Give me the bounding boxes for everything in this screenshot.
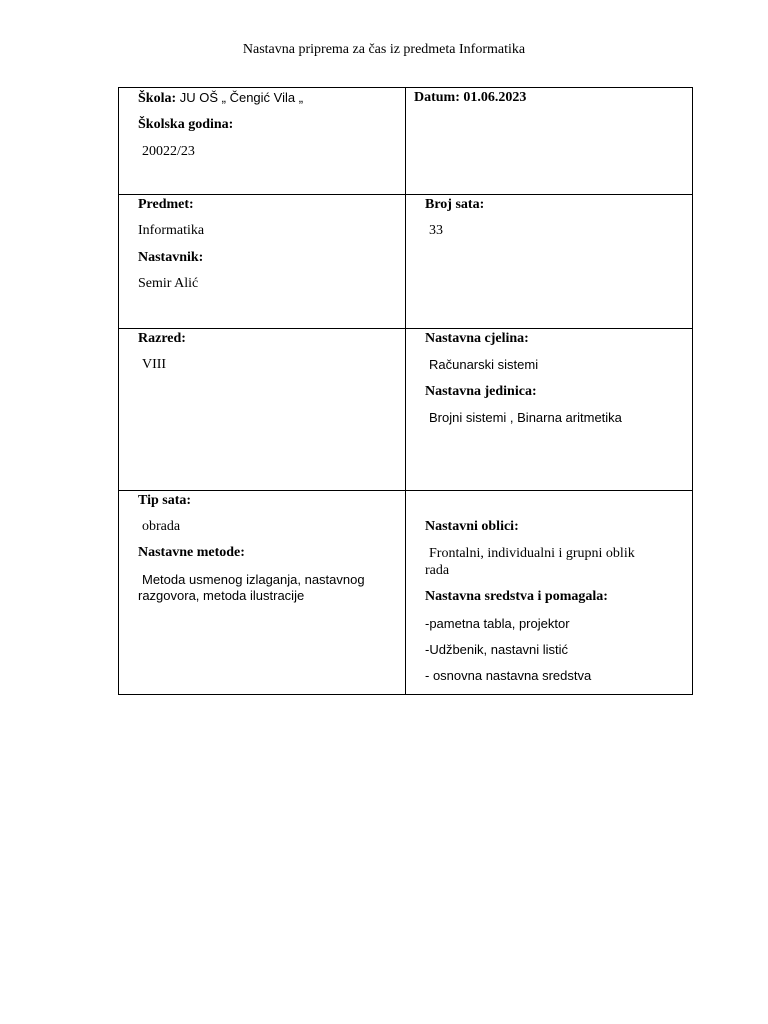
subject-value: Informatika bbox=[138, 223, 205, 238]
teacher-value: Semir Alić bbox=[138, 276, 199, 291]
table-row-grade bbox=[119, 329, 693, 491]
resources-item: -Udžbenik, nastavni listić bbox=[425, 642, 569, 657]
table-row-subject bbox=[119, 195, 693, 329]
cell-lesson-number bbox=[406, 195, 693, 329]
school-label: Škola: bbox=[138, 91, 177, 106]
cell-grade bbox=[119, 329, 406, 491]
lesson-plan-table bbox=[118, 87, 693, 695]
school-year-value: 20022/23 bbox=[142, 144, 195, 159]
lesson-type-label: Tip sata: bbox=[138, 493, 192, 508]
methods-value-line2: razgovora, metoda ilustracije bbox=[138, 588, 305, 603]
resources-label: Nastavna sredstva i pomagala: bbox=[425, 589, 608, 604]
methods-label: Nastavne metode: bbox=[138, 545, 245, 560]
topic-label: Nastavna jedinica: bbox=[425, 384, 537, 399]
forms-value-line1: Frontalni, individualni i grupni oblik bbox=[429, 546, 635, 561]
table-row-methods bbox=[119, 491, 693, 695]
document-title: Nastavna priprema za čas iz predmeta Informatika bbox=[242, 42, 526, 57]
methods-value-line1: Metoda usmenog izlaganja, nastavnog bbox=[142, 572, 365, 587]
lesson-type-value: obrada bbox=[142, 519, 181, 534]
cell-forms-resources bbox=[406, 491, 693, 695]
grade-label: Razred: bbox=[138, 331, 186, 346]
school-year-label: Školska godina: bbox=[138, 117, 234, 132]
cell-school-info bbox=[119, 88, 406, 195]
lesson-number-label: Broj sata: bbox=[425, 197, 485, 212]
cell-type-methods bbox=[119, 491, 406, 695]
cell-date bbox=[406, 88, 693, 195]
topic-value: Brojni sistemi , Binarna aritmetika bbox=[429, 410, 622, 425]
school-value: JU OŠ „ Čengić Vila „ bbox=[176, 90, 304, 105]
cell-subject-teacher bbox=[119, 195, 406, 329]
table-row-school bbox=[119, 88, 693, 195]
teacher-label: Nastavnik: bbox=[138, 250, 204, 265]
unit-label: Nastavna cjelina: bbox=[425, 331, 529, 346]
school-line bbox=[138, 89, 303, 107]
subject-label: Predmet: bbox=[138, 197, 194, 212]
lesson-number-value: 33 bbox=[429, 223, 443, 238]
forms-label: Nastavni oblici: bbox=[425, 519, 519, 534]
date-label: Datum: 01.06.2023 bbox=[414, 90, 527, 105]
cell-unit bbox=[406, 329, 693, 491]
forms-value-line2: rada bbox=[425, 563, 450, 578]
resources-item: - osnovna nastavna sredstva bbox=[425, 668, 592, 683]
unit-value: Računarski sistemi bbox=[429, 357, 539, 372]
grade-value: VIII bbox=[142, 357, 167, 372]
resources-item: -pametna tabla, projektor bbox=[425, 616, 570, 631]
